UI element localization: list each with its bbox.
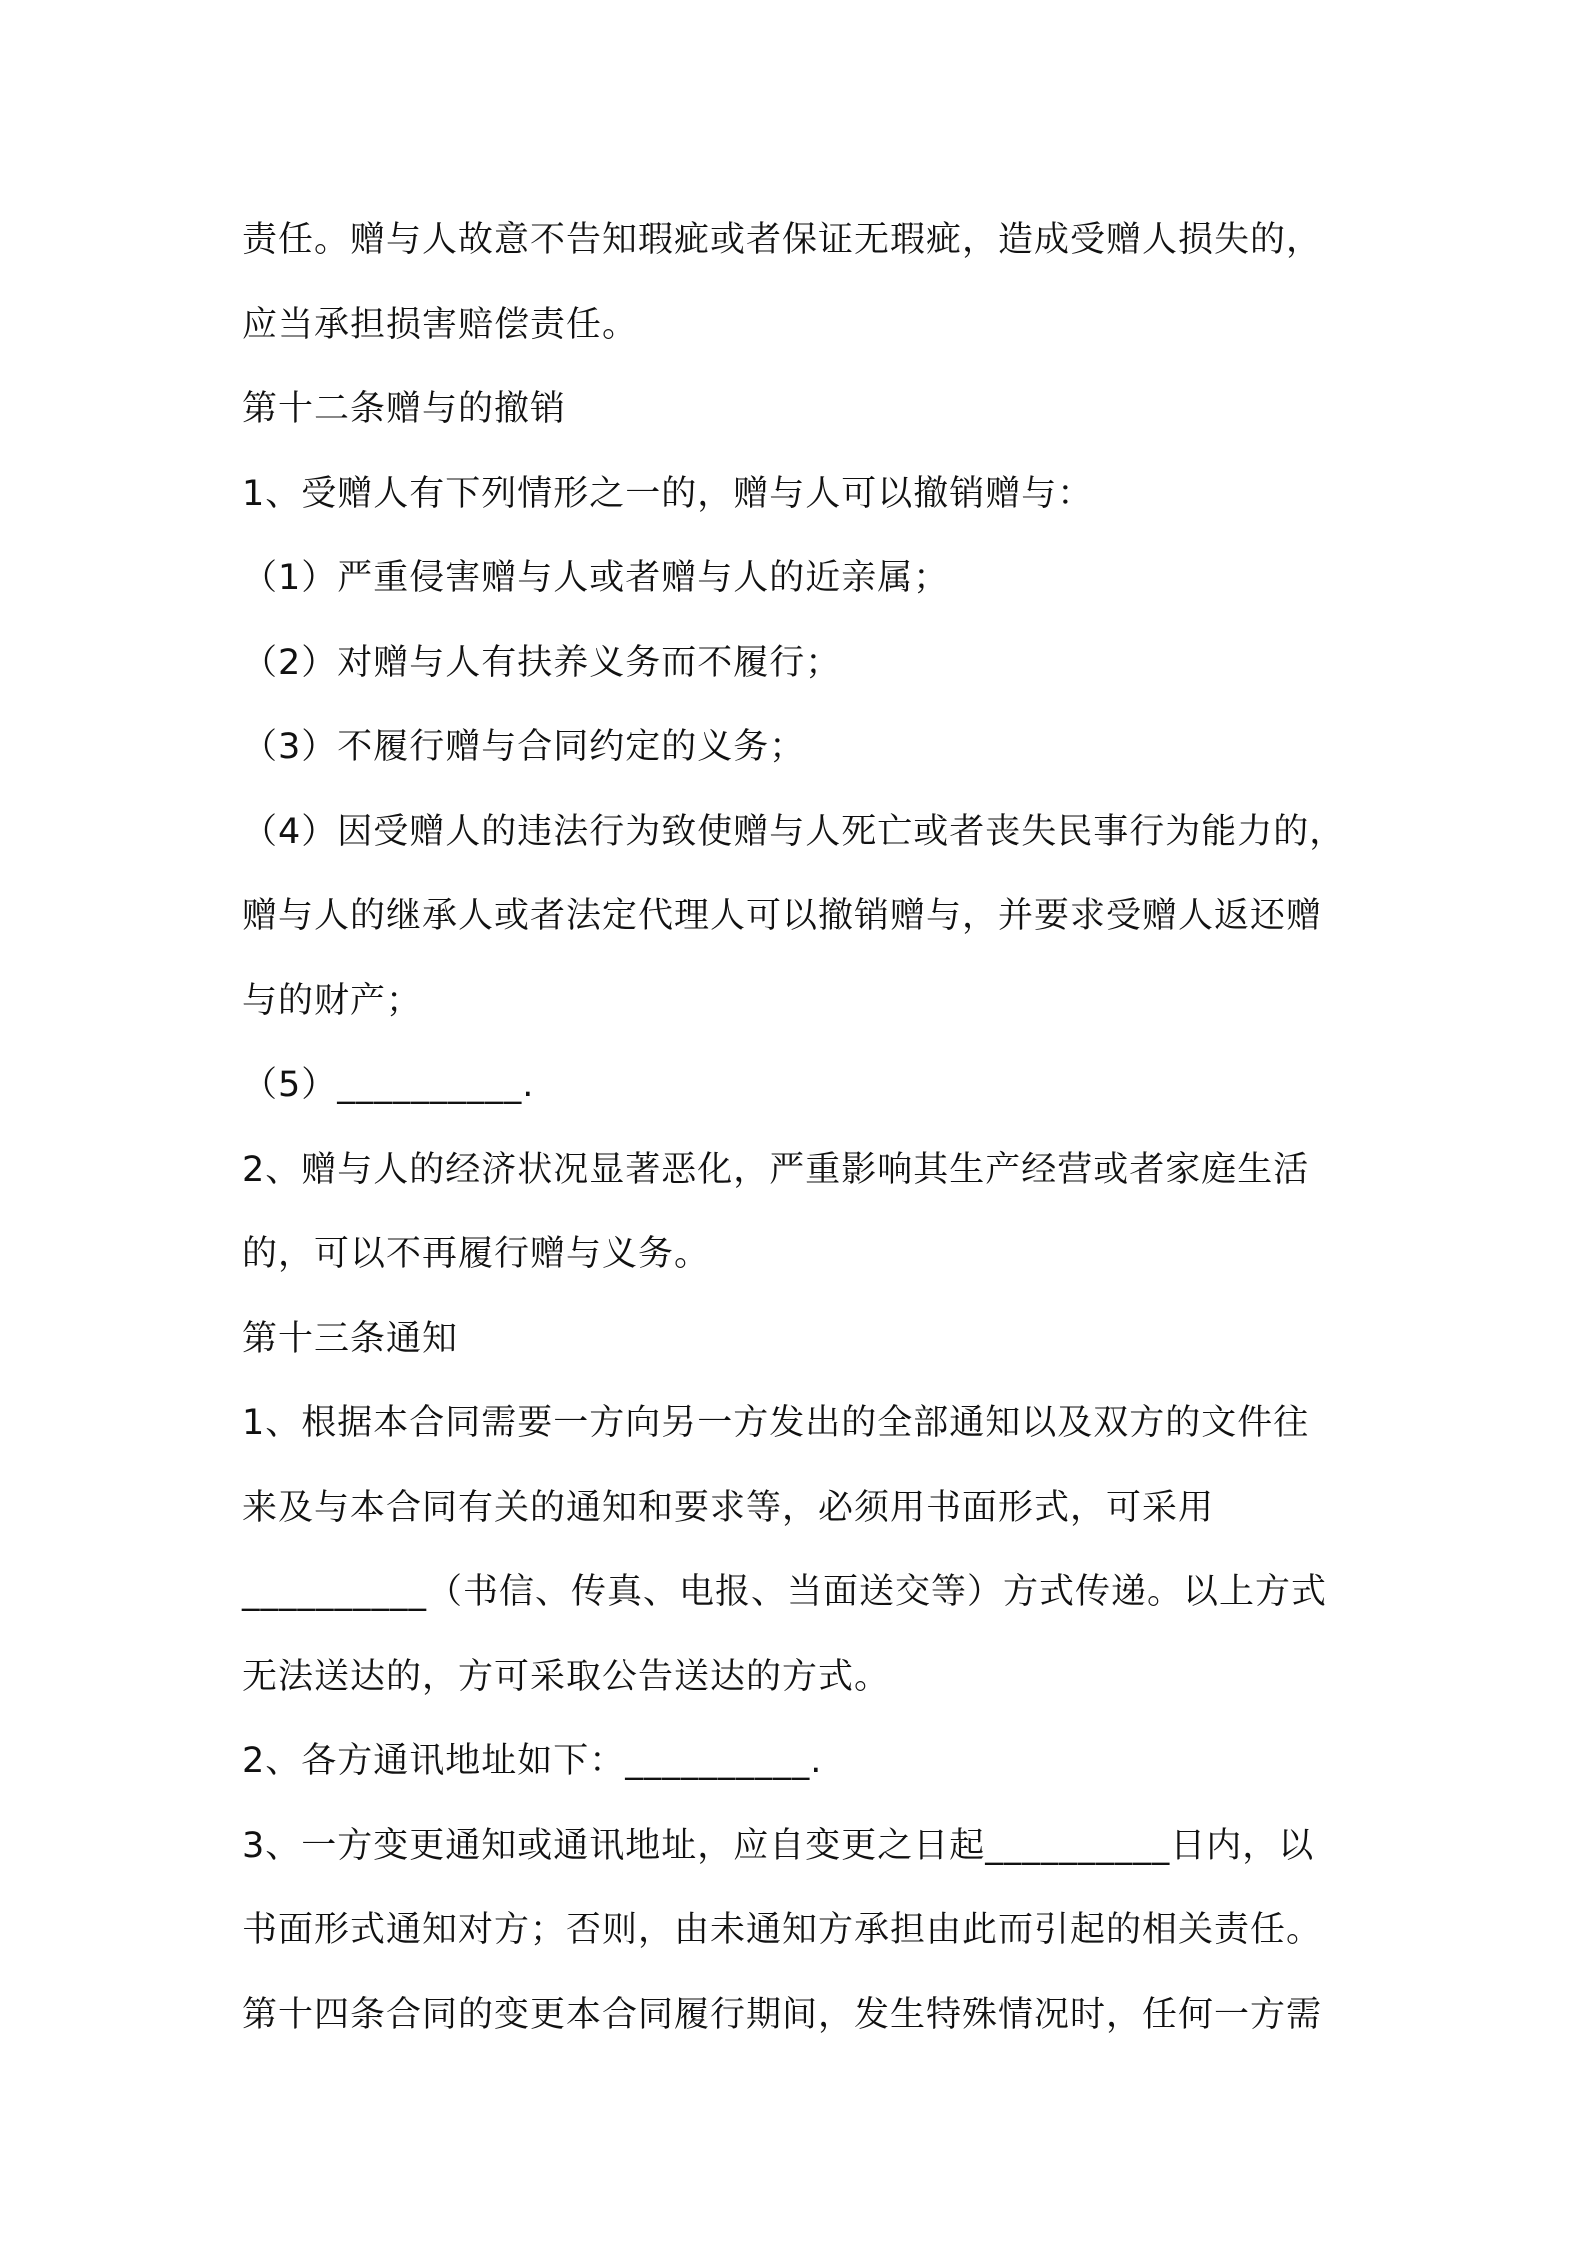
text-line: 1、根据本合同需要一方向另一方发出的全部通知以及双方的文件往 <box>242 1403 1310 1443</box>
text-line: 3、一方变更通知或通讯地址，应自变更之日起__________日内，以 <box>242 1825 1315 1866</box>
text-line: 2、各方通讯地址如下：__________. <box>242 1741 823 1781</box>
list-item: （2）对赠与人有扶养义务而不履行； <box>242 642 842 683</box>
section-heading: 第十三条通知 <box>242 1318 459 1359</box>
text-line: 的，可以不再履行赠与义务。 <box>242 1234 711 1274</box>
text-line: 赠与人的继承人或者法定代理人可以撤销赠与，并要求受赠人返还赠 <box>242 896 1323 936</box>
text-line: 应当承担损害赔偿责任。 <box>242 304 639 345</box>
section-heading: 第十四条合同的变更本合同履行期间，发生特殊情况时，任何一方需 <box>242 1994 1323 2035</box>
text-line: 书面形式通知对方；否则，由未通知方承担由此而引起的相关责任。 <box>242 1910 1323 1950</box>
text-line: 来及与本合同有关的通知和要求等，必须用书面形式，可采用 <box>242 1487 1215 1528</box>
list-item: （5）__________. <box>242 1065 535 1105</box>
list-item: （4）因受赠人的违法行为致使赠与人死亡或者丧失民事行为能力的， <box>242 811 1346 852</box>
text-line: __________（书信、传真、电报、当面送交等）方式传递。以上方式 <box>242 1572 1328 1612</box>
list-item: （1）严重侵害赠与人或者赠与人的近亲属； <box>242 558 950 598</box>
section-heading: 第十二条赠与的撤销 <box>242 389 567 429</box>
text-line: 与的财产； <box>242 980 423 1021</box>
text-line: 1、受赠人有下列情形之一的，赠与人可以撤销赠与： <box>242 473 1094 514</box>
text-line: 2、赠与人的经济状况显著恶化，严重影响其生产经营或者家庭生活 <box>242 1149 1310 1190</box>
text-line: 无法送达的，方可采取公告送达的方式。 <box>242 1656 891 1697</box>
list-item: （3）不履行赠与合同约定的义务； <box>242 727 806 767</box>
document-body <box>242 198 1362 2057</box>
text-line: 责任。赠与人故意不告知瑕疵或者保证无瑕疵，造成受赠人损失的， <box>242 220 1323 260</box>
